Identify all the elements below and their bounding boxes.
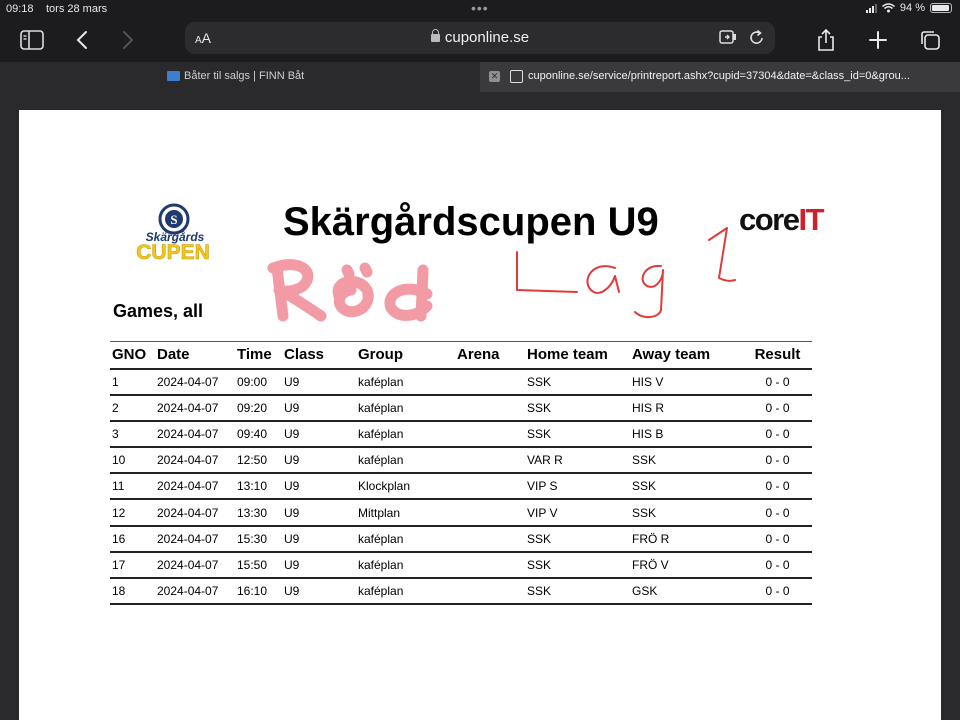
table-row [110, 526, 812, 552]
tab-bar [0, 62, 960, 92]
cell-gno: 11 [110, 473, 155, 499]
cell-class: U9 [282, 552, 356, 578]
close-tab-icon[interactable]: ✕ [490, 71, 499, 81]
cell-result: 0 - 0 [743, 447, 812, 473]
cell-class: U9 [282, 369, 356, 395]
cell-gno: 10 [110, 447, 155, 473]
status-time: 09:18 [6, 3, 34, 15]
cell-time: 09:40 [235, 421, 282, 447]
browser-toolbar [0, 18, 960, 62]
wifi-icon [882, 3, 895, 13]
cell-date: 2024-04-07 [155, 499, 235, 525]
cell-home-team: VIP V [525, 499, 630, 525]
cell-gno: 16 [110, 526, 155, 552]
cell-away-team: SSK [630, 473, 743, 499]
multitasking-dots-icon[interactable]: ••• [471, 0, 489, 16]
cell-date: 2024-04-07 [155, 473, 235, 499]
column-header-result: Result [743, 342, 812, 369]
tab-title: cuponline.se/service/printreport.ashx?cupid=37304&date=&class_id=0&grou... [528, 70, 910, 82]
cell-gno: 1 [110, 369, 155, 395]
tab-overview-icon[interactable] [916, 26, 944, 54]
cell-result: 0 - 0 [743, 526, 812, 552]
column-header-date: Date [155, 342, 235, 369]
cell-arena [455, 552, 525, 578]
cell-away-team: SSK [630, 499, 743, 525]
lock-icon [431, 34, 440, 42]
cell-class: U9 [282, 447, 356, 473]
table-row [110, 578, 812, 604]
cell-class: U9 [282, 499, 356, 525]
skargardscupen-logo [131, 202, 227, 272]
column-header-gno: GNO [110, 342, 155, 369]
cell-arena [455, 395, 525, 421]
table-row [110, 369, 812, 395]
cell-group: kaféplan [356, 369, 455, 395]
cell-arena [455, 421, 525, 447]
extensions-icon[interactable] [719, 29, 737, 50]
cell-home-team: SSK [525, 369, 630, 395]
column-header-class: Class [282, 342, 356, 369]
cell-result: 0 - 0 [743, 499, 812, 525]
cell-result: 0 - 0 [743, 421, 812, 447]
cellular-signal-icon [866, 3, 877, 13]
report-title: Skärgårdscupen U9 [283, 200, 659, 244]
battery-icon [930, 3, 952, 13]
new-tab-icon[interactable] [864, 26, 892, 54]
cell-arena [455, 447, 525, 473]
cell-result: 0 - 0 [743, 395, 812, 421]
cell-result: 0 - 0 [743, 552, 812, 578]
sidebar-toggle-icon[interactable] [18, 26, 46, 54]
svg-text:Skärgårds: Skärgårds [145, 230, 205, 244]
reload-icon[interactable] [749, 29, 765, 51]
cell-date: 2024-04-07 [155, 395, 235, 421]
cell-home-team: VIP S [525, 473, 630, 499]
url-text: cuponline.se [444, 29, 530, 46]
column-header-away-team: Away team [630, 342, 743, 369]
cell-time: 13:10 [235, 473, 282, 499]
cell-gno: 2 [110, 395, 155, 421]
handwritten-annotation [259, 220, 739, 330]
table-row [110, 473, 812, 499]
cell-time: 16:10 [235, 578, 282, 604]
cell-away-team: FRÖ R [630, 526, 743, 552]
forward-arrow-icon[interactable] [114, 26, 142, 54]
cell-date: 2024-04-07 [155, 421, 235, 447]
cell-group: kaféplan [356, 526, 455, 552]
cell-class: U9 [282, 473, 356, 499]
text-size-button[interactable]: AA [195, 30, 212, 46]
table-header-row [110, 342, 812, 369]
cell-group: kaféplan [356, 578, 455, 604]
svg-text:S: S [170, 212, 178, 227]
cell-class: U9 [282, 395, 356, 421]
status-date: tors 28 mars [46, 3, 108, 15]
cell-result: 0 - 0 [743, 369, 812, 395]
battery-percent: 94 % [899, 2, 925, 14]
cell-home-team: SSK [525, 395, 630, 421]
cell-away-team: HIS R [630, 395, 743, 421]
table-row [110, 421, 812, 447]
cell-arena [455, 578, 525, 604]
tab-title: Båter til salgs | FINN Båt [184, 70, 305, 82]
cell-group: kaféplan [356, 421, 455, 447]
finn-favicon-icon [167, 71, 180, 81]
table-row [110, 552, 812, 578]
cell-gno: 18 [110, 578, 155, 604]
cell-time: 15:50 [235, 552, 282, 578]
cell-arena [455, 369, 525, 395]
tab-cuponline[interactable] [480, 62, 960, 92]
cell-gno: 12 [110, 499, 155, 525]
cell-away-team: SSK [630, 447, 743, 473]
cell-arena [455, 499, 525, 525]
cell-home-team: SSK [525, 552, 630, 578]
svg-text:CUPEN: CUPEN [136, 241, 210, 264]
cell-group: kaféplan [356, 552, 455, 578]
cell-class: U9 [282, 421, 356, 447]
cell-date: 2024-04-07 [155, 447, 235, 473]
column-header-time: Time [235, 342, 282, 369]
table-row [110, 447, 812, 473]
url-display[interactable] [185, 29, 775, 46]
cell-home-team: SSK [525, 526, 630, 552]
cell-date: 2024-04-07 [155, 552, 235, 578]
cell-gno: 17 [110, 552, 155, 578]
cell-group: Mittplan [356, 499, 455, 525]
cell-date: 2024-04-07 [155, 526, 235, 552]
cell-arena [455, 473, 525, 499]
status-indicators [866, 2, 952, 14]
cell-away-team: HIS B [630, 421, 743, 447]
cell-group: Klockplan [356, 473, 455, 499]
section-title: Games, all [113, 301, 204, 321]
cell-time: 13:30 [235, 499, 282, 525]
column-header-arena: Arena [455, 342, 525, 369]
cell-class: U9 [282, 578, 356, 604]
cell-home-team: VAR R [525, 447, 630, 473]
cell-home-team: SSK [525, 578, 630, 604]
cell-time: 12:50 [235, 447, 282, 473]
cell-arena [455, 526, 525, 552]
cell-time: 09:00 [235, 369, 282, 395]
table-row [110, 499, 812, 525]
print-report [19, 110, 941, 720]
cell-time: 15:30 [235, 526, 282, 552]
cell-result: 0 - 0 [743, 473, 812, 499]
cell-date: 2024-04-07 [155, 369, 235, 395]
cell-gno: 3 [110, 421, 155, 447]
cell-result: 0 - 0 [743, 578, 812, 604]
column-header-home-team: Home team [525, 342, 630, 369]
cell-class: U9 [282, 526, 356, 552]
cell-away-team: GSK [630, 578, 743, 604]
address-bar[interactable] [185, 22, 775, 54]
column-header-group: Group [356, 342, 455, 369]
games-table [110, 341, 812, 605]
cell-away-team: HIS V [630, 369, 743, 395]
coreit-logo: coreIT [739, 202, 824, 237]
cell-away-team: FRÖ V [630, 552, 743, 578]
tab-finn[interactable] [0, 62, 480, 92]
share-icon[interactable] [812, 26, 840, 54]
cell-home-team: SSK [525, 421, 630, 447]
cuponline-favicon-icon [510, 70, 523, 83]
cell-group: kaféplan [356, 447, 455, 473]
cell-time: 09:20 [235, 395, 282, 421]
status-bar [0, 0, 960, 18]
cell-date: 2024-04-07 [155, 578, 235, 604]
back-arrow-icon[interactable] [68, 26, 96, 54]
cell-group: kaféplan [356, 395, 455, 421]
table-row [110, 395, 812, 421]
